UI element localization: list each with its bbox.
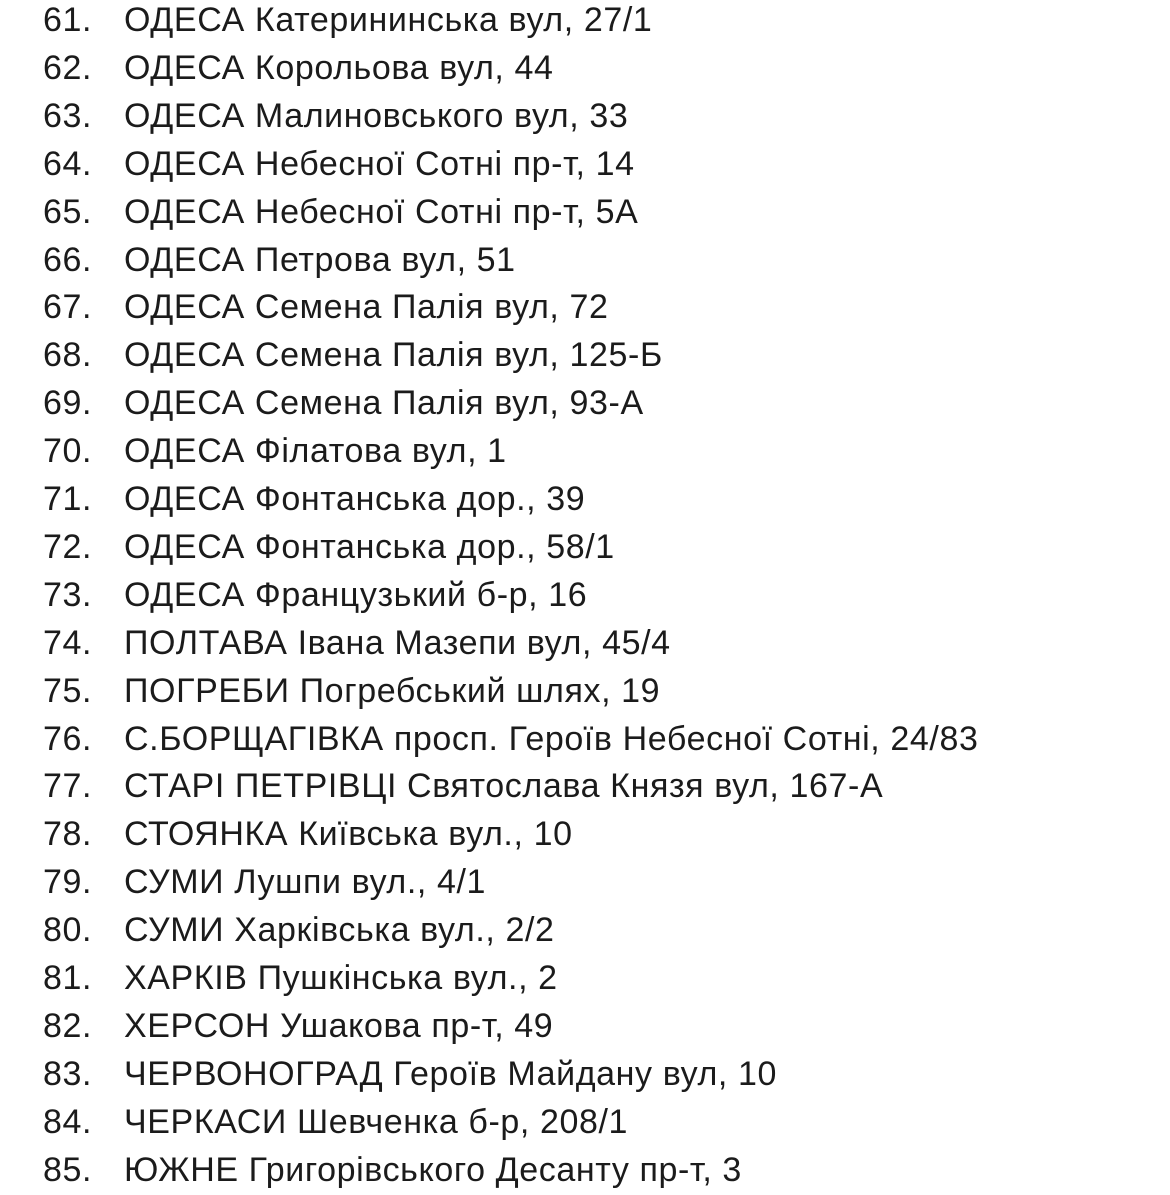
list-item (0, 858, 1170, 906)
list-item (0, 619, 1170, 667)
list-item (0, 571, 1170, 619)
item-number: 78. (43, 815, 93, 854)
item-address: ОДЕСА Фонтанська дор., 58/1 (124, 527, 615, 566)
item-address: ПОГРЕБИ Погребський шлях, 19 (124, 671, 661, 710)
item-address: ОДЕСА Катерининська вул, 27/1 (124, 1, 653, 39)
list-item (0, 188, 1170, 236)
item-address: ОДЕСА Петрова вул, 51 (124, 240, 516, 279)
item-number: 73. (43, 575, 93, 614)
list-item (0, 1098, 1170, 1146)
item-address: ЧЕРКАСИ Шевченка б-р, 208/1 (124, 1102, 629, 1141)
list-item (0, 810, 1170, 858)
item-number: 68. (43, 336, 93, 375)
item-number: 65. (43, 192, 93, 231)
item-number: 63. (43, 96, 93, 135)
list-item (0, 1002, 1170, 1050)
item-number: 84. (43, 1102, 93, 1141)
list-item (0, 475, 1170, 523)
list-item (0, 427, 1170, 475)
item-number: 80. (43, 911, 93, 950)
item-number: 83. (43, 1054, 93, 1093)
item-number: 72. (43, 527, 93, 566)
item-address: ОДЕСА Небесної Сотні пр-т, 5А (124, 192, 639, 231)
item-number: 70. (43, 432, 93, 471)
list-item (0, 283, 1170, 331)
item-number: 74. (43, 623, 93, 662)
item-address: ОДЕСА Семена Палія вул, 93-А (124, 384, 644, 423)
item-address: С.БОРЩАГІВКА просп. Героїв Небесної Сотні, 24/83 (124, 719, 979, 758)
item-address: СТАРІ ПЕТРІВЦІ Святослава Князя вул, 167-А (124, 767, 884, 806)
list-item (0, 44, 1170, 92)
item-address: ОДЕСА Французький б-р, 16 (124, 575, 588, 614)
item-number: 64. (43, 144, 93, 183)
list-item (0, 0, 1170, 44)
item-address: ПОЛТАВА Івана Мазепи вул, 45/4 (124, 623, 671, 662)
item-address: ОДЕСА Фонтанська дор., 39 (124, 480, 586, 518)
list-item (0, 140, 1170, 188)
list-item (0, 1050, 1170, 1098)
item-address: ОДЕСА Філатова вул, 1 (124, 432, 507, 471)
item-address: СТОЯНКА Київська вул., 10 (124, 815, 573, 854)
item-number: 67. (43, 288, 93, 327)
item-address: СУМИ Харківська вул., 2/2 (124, 911, 555, 950)
item-address: ОДЕСА Семена Палія вул, 125-Б (124, 336, 663, 375)
item-number: 76. (43, 719, 93, 758)
item-number: 62. (43, 48, 93, 87)
list-item (0, 379, 1170, 427)
item-number: 66. (43, 240, 93, 279)
list-item (0, 1146, 1170, 1194)
item-number: 81. (43, 959, 93, 997)
item-address: ОДЕСА Семена Палія вул, 72 (124, 288, 609, 327)
item-address: ОДЕСА Малиновського вул, 33 (124, 96, 629, 135)
list-item (0, 236, 1170, 284)
item-address: ОДЕСА Небесної Сотні пр-т, 14 (124, 144, 635, 183)
item-number: 82. (43, 1006, 93, 1045)
item-number: 61. (43, 1, 93, 39)
item-address: ХЕРСОН Ушакова пр-т, 49 (124, 1006, 554, 1045)
item-address: ХАРКІВ Пушкінська вул., 2 (124, 959, 558, 997)
list-item (0, 906, 1170, 954)
list-item (0, 715, 1170, 763)
list-item (0, 954, 1170, 1002)
item-number: 71. (43, 480, 93, 518)
list-item (0, 331, 1170, 379)
list-item (0, 523, 1170, 571)
list-item (0, 667, 1170, 715)
item-number: 69. (43, 384, 93, 423)
item-address: ОДЕСА Корольова вул, 44 (124, 48, 554, 87)
list-item (0, 762, 1170, 810)
item-number: 85. (43, 1150, 93, 1189)
item-number: 79. (43, 863, 93, 902)
item-number: 75. (43, 671, 93, 710)
item-address: ЧЕРВОНОГРАД Героїв Майдану вул, 10 (124, 1054, 778, 1093)
item-address: СУМИ Лушпи вул., 4/1 (124, 863, 487, 902)
item-number: 77. (43, 767, 93, 806)
item-address: ЮЖНЕ Григорівського Десанту пр-т, 3 (124, 1150, 742, 1189)
list-item (0, 92, 1170, 140)
